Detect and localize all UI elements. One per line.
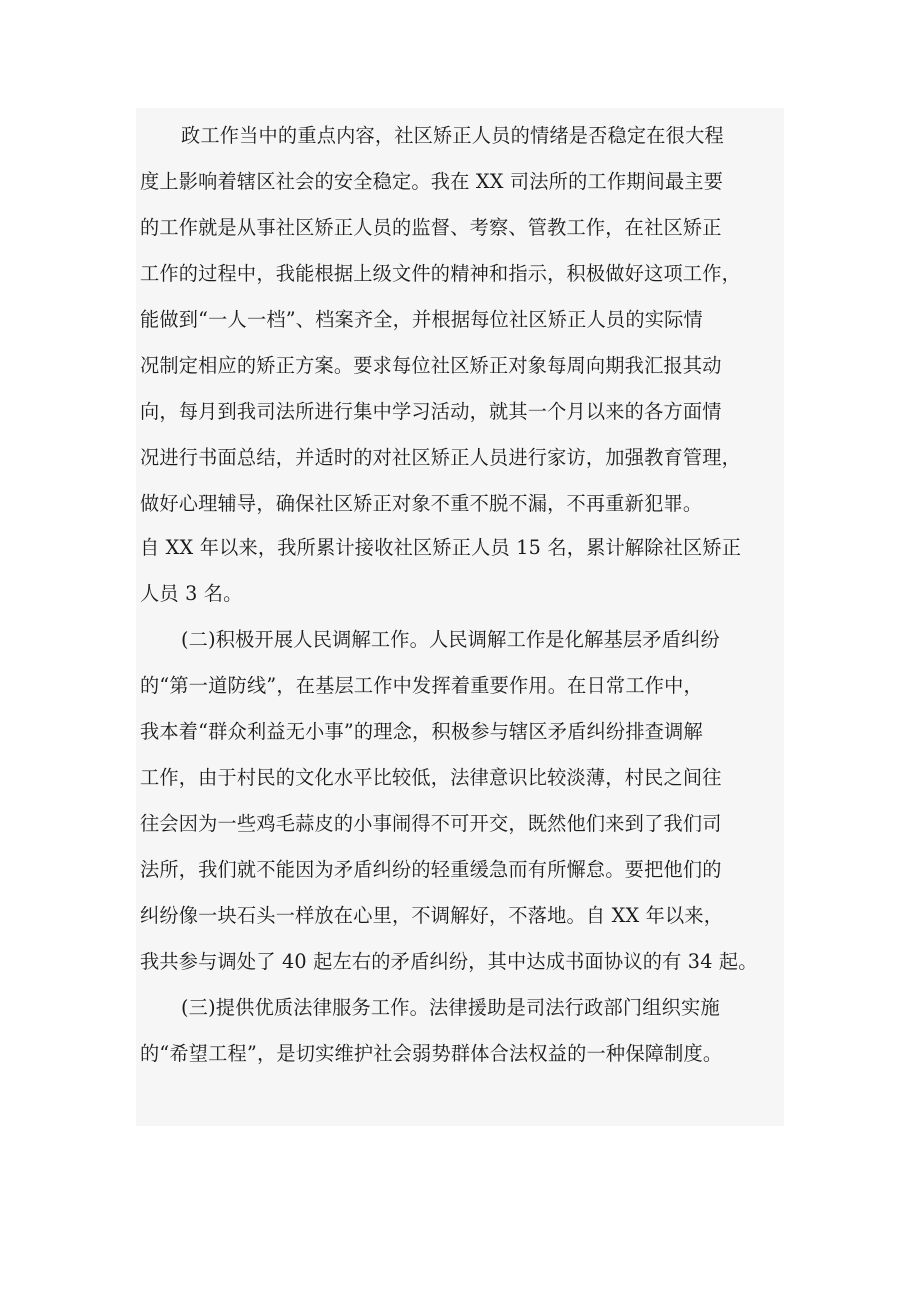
text-line: (三)提供优质法律服务工作。法律援助是司法行政部门组织实施 [181,996,720,1019]
text-line: 工作的过程中，我能根据上级文件的精神和指示，积极做好这项工作， [140,262,742,285]
text-line: 的工作就是从事社区矫正人员的监督、考察、管教工作，在社区矫正 [140,216,722,239]
text-line: 向，每月到我司法所进行集中学习活动，就其一个月以来的各方面情 [140,400,722,423]
text-line: 能做到“一人一档”、档案齐全，并根据每位社区矫正人员的实际情 [140,308,703,331]
text-line: (二)积极开展人民调解工作。人民调解工作是化解基层矛盾纠纷 [181,628,720,651]
text-line: 往会因为一些鸡毛蒜皮的小事闹得不可开交，既然他们来到了我们司 [140,812,722,835]
text-line: 人员 3 名。 [140,582,243,605]
text-line: 政工作当中的重点内容，社区矫正人员的情绪是否稳定在很大程 [181,124,724,147]
text-line: 的“第一道防线”，在基层工作中发挥着重要作用。在日常工作中， [140,674,703,697]
text-line: 的“希望工程”，是切实维护社会弱势群体合法权益的一种保障制度。 [140,1042,723,1065]
text-line: 法所，我们就不能因为矛盾纠纷的轻重缓急而有所懈怠。要把他们的 [140,858,722,881]
text-line: 我本着“群众利益无小事”的理念，积极参与辖区矛盾纠纷排查调解 [140,720,703,743]
text-line: 况进行书面总结，并适时的对社区矫正人员进行家访，加强教育管理， [140,446,742,469]
text-line: 做好心理辅导，确保社区矫正对象不重不脱不漏，不再重新犯罪。 [140,492,703,515]
text-line: 自 XX 年以来，我所累计接收社区矫正人员 15 名，累计解除社区矫正 [140,536,742,559]
text-line: 纠纷像一块石头一样放在心里，不调解好，不落地。自 XX 年以来， [140,904,724,927]
text-line: 工作，由于村民的文化水平比较低，法律意识比较淡薄，村民之间往 [140,766,722,789]
text-line: 我共参与调处了 40 起左右的矛盾纠纷，其中达成书面协议的有 34 起。 [140,950,758,973]
text-line: 度上影响着辖区社会的安全稳定。我在 XX 司法所的工作期间最主要 [140,170,724,193]
text-line: 况制定相应的矫正方案。要求每位社区矫正对象每周向期我汇报其动 [140,354,722,377]
document-text-block [136,108,784,1126]
